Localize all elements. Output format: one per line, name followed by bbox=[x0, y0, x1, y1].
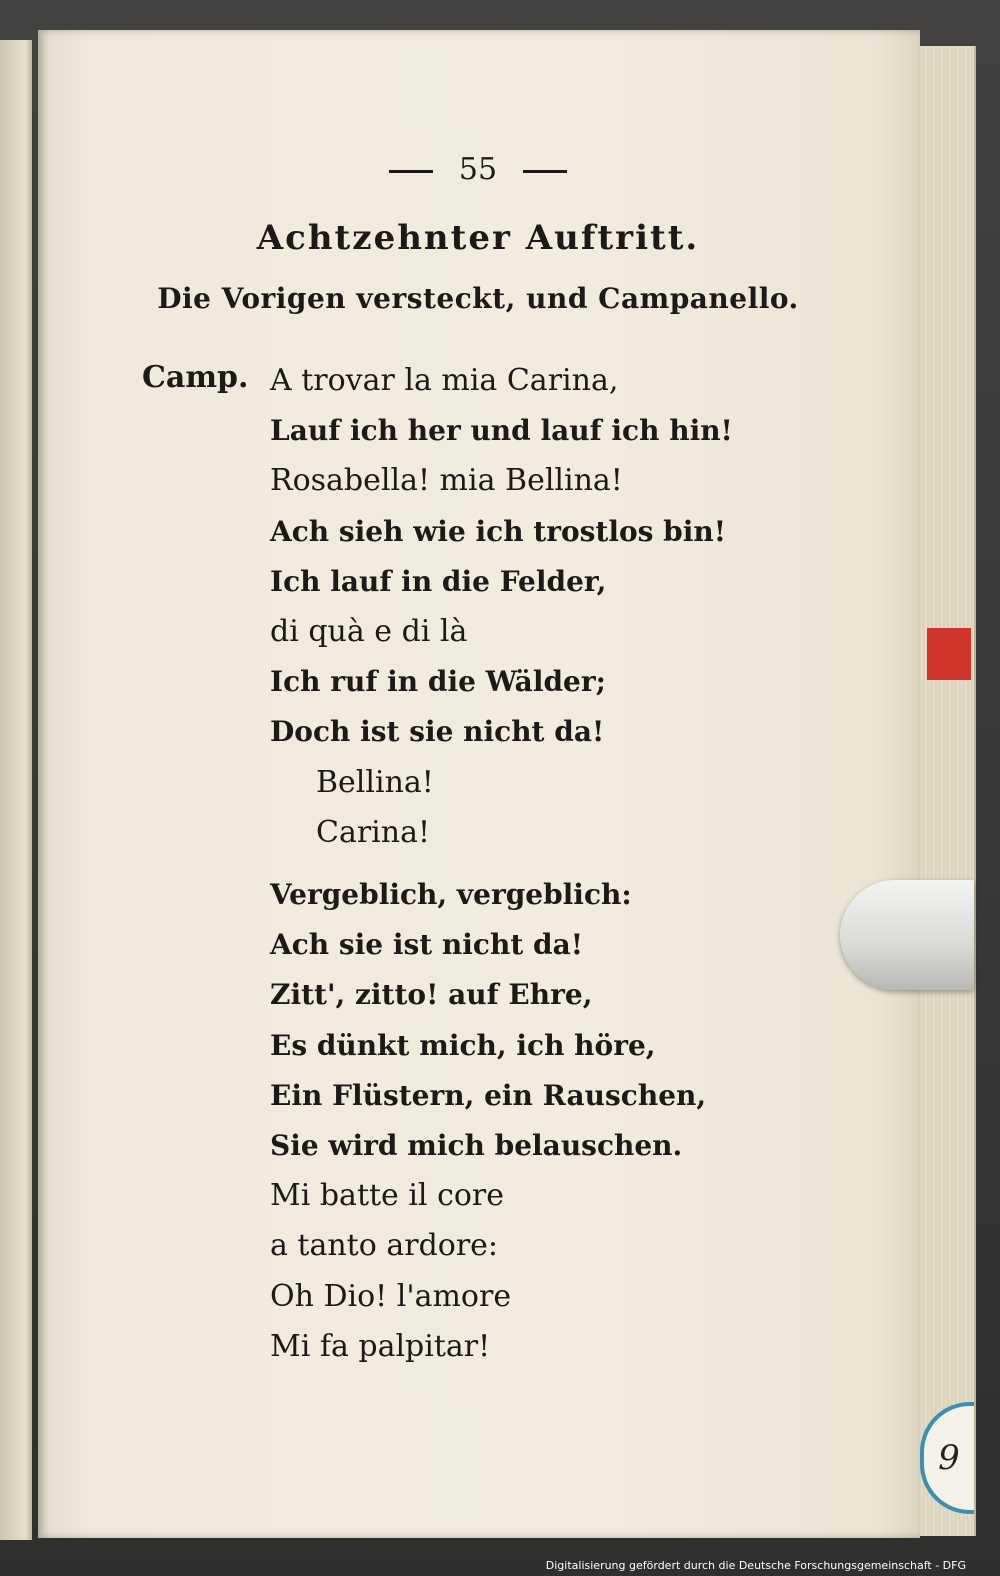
stanza-one bbox=[270, 356, 733, 858]
verse-line: Doch ist sie nicht da! bbox=[270, 715, 605, 749]
book-page bbox=[38, 30, 920, 1538]
verse-line: Ich lauf in die Felder, bbox=[270, 564, 607, 598]
verse-line: Ach sieh wie ich trostlos bin! bbox=[270, 514, 727, 548]
verse-line: Carina! bbox=[316, 814, 431, 850]
verse-line: Ein Flüstern, ein Rauschen, bbox=[270, 1078, 707, 1112]
verse-line: Ich ruf in die Wälder; bbox=[270, 665, 606, 699]
page-holder-clip bbox=[840, 880, 974, 990]
verse-line: Es dünkt mich, ich höre, bbox=[270, 1028, 656, 1062]
speaker-label: Camp. bbox=[142, 360, 249, 395]
stanza-two bbox=[270, 870, 706, 1372]
verse-line: Vergeblich, vergeblich: bbox=[270, 878, 632, 911]
margin-mark: 9 bbox=[938, 1438, 960, 1478]
page-number: 55 bbox=[458, 152, 498, 187]
facing-page-edge bbox=[0, 40, 32, 1540]
page-block-edges bbox=[918, 46, 976, 1536]
page-number-row bbox=[38, 152, 918, 187]
verse-line: Mi fa palpitar! bbox=[270, 1328, 491, 1364]
red-bookmark-tab bbox=[927, 628, 971, 680]
verse-line: Bellina! bbox=[316, 764, 434, 800]
verse-line: Zitt', zitto! auf Ehre, bbox=[270, 978, 593, 1012]
dash-right bbox=[523, 170, 567, 173]
dash-left bbox=[389, 170, 433, 173]
verse-line: A trovar la mia Carina, bbox=[270, 363, 619, 398]
scene-title: Achtzehnter Auftritt. bbox=[256, 218, 700, 258]
verse-line: Oh Dio! l'amore bbox=[270, 1278, 512, 1314]
verse-line: di quà e di là bbox=[270, 613, 468, 649]
verse-line: Mi batte il core bbox=[270, 1178, 505, 1214]
verse-line: Ach sie ist nicht da! bbox=[270, 928, 584, 962]
verse-line: Lauf ich her und lauf ich hin! bbox=[270, 414, 733, 448]
scene-subtitle: Die Vorigen versteckt, und Campanello. bbox=[157, 282, 799, 315]
verse-line: a tanto ardore: bbox=[270, 1228, 499, 1264]
verse-line: Rosabella! mia Bellina! bbox=[270, 463, 623, 499]
digitization-footer: Digitalisierung gefördert durch die Deutsche Forschungsgemeinschaft - DFG bbox=[545, 1559, 966, 1572]
verse-line: Sie wird mich belauschen. bbox=[270, 1128, 683, 1162]
